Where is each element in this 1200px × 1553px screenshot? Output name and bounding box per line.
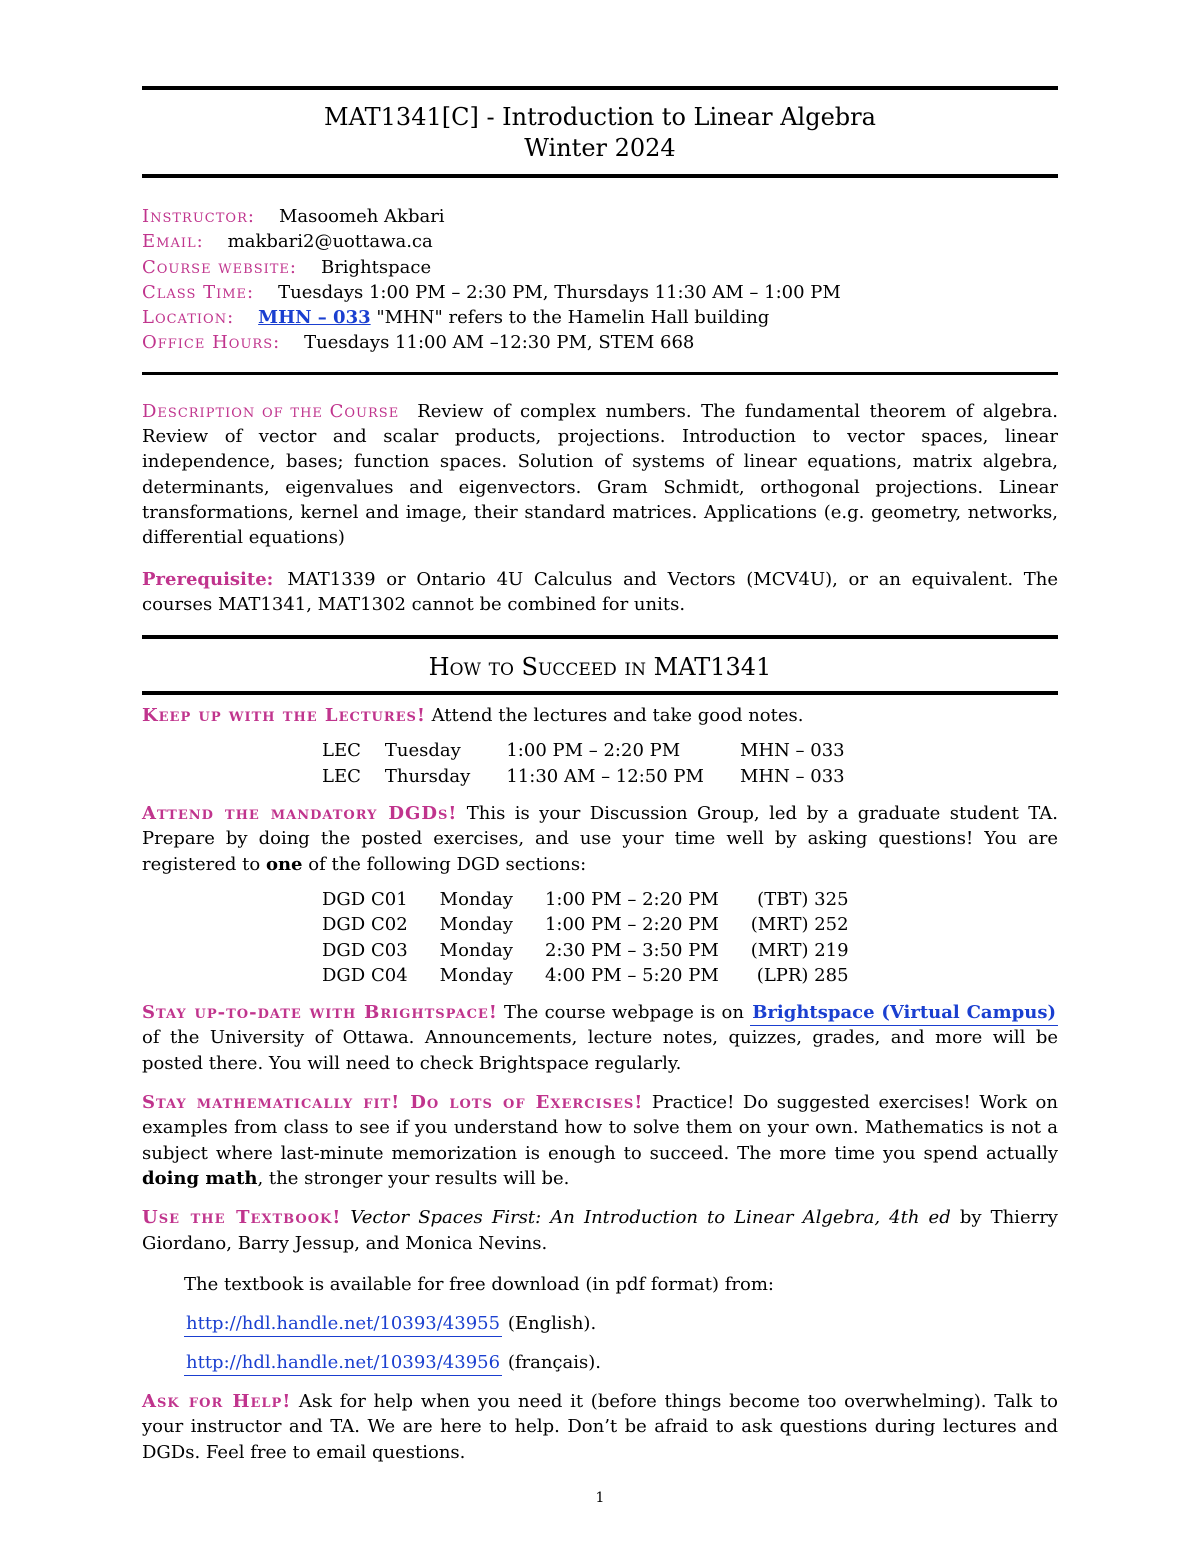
lec-time: 11:30 AM – 12:50 PM bbox=[506, 765, 704, 787]
table-row bbox=[310, 963, 861, 988]
class-time-label: Class Time: bbox=[142, 281, 255, 303]
dgd-time: 2:30 PM – 3:50 PM bbox=[544, 939, 719, 961]
brightspace-text-before: The course webpage is on bbox=[504, 1002, 744, 1024]
lec-day: Tuesday bbox=[384, 740, 461, 762]
lec-time: 1:00 PM – 2:20 PM bbox=[506, 740, 681, 762]
course-description bbox=[142, 399, 1058, 551]
dgd-time: 4:00 PM – 5:20 PM bbox=[544, 964, 719, 986]
textbook-label: Use the Textbook! bbox=[142, 1207, 342, 1229]
how-title-prefix: How to Succeed in bbox=[428, 653, 646, 682]
prerequisite-label: Prerequisite: bbox=[142, 568, 274, 590]
website-label: Course website: bbox=[142, 256, 297, 278]
table-row bbox=[310, 938, 861, 963]
title-bottom-rule bbox=[142, 174, 1058, 178]
help-tip bbox=[142, 1389, 1058, 1465]
textbook-authors: by Thierry Giordano, Barry Jessup, and Monica Nevins. bbox=[142, 1207, 1058, 1254]
exercises-text-after: , the stronger your results will be. bbox=[257, 1167, 570, 1189]
textbook-tip bbox=[142, 1205, 1058, 1256]
office-hours-row bbox=[142, 330, 1058, 355]
exercises-text-bold: doing math bbox=[142, 1167, 258, 1189]
dgd-room: (TBT) 325 bbox=[757, 888, 849, 910]
office-hours-label: Office Hours: bbox=[142, 332, 281, 354]
class-time-value: Tuesdays 1:00 PM – 2:30 PM, Thursdays 11:30 AM – 1:00 PM bbox=[278, 281, 841, 303]
email-value: makbari2@uottawa.ca bbox=[227, 231, 433, 253]
lectures-text: Attend the lectures and take good notes. bbox=[431, 705, 804, 727]
instructor-label: Instructor: bbox=[142, 206, 255, 227]
dgd-time: 1:00 PM – 2:20 PM bbox=[544, 888, 719, 910]
table-row bbox=[310, 912, 861, 937]
dgd-text-before: This is your Discussion Group, led by a graduate student TA. Prepare by doing the posted exercises, and use your time well by asking questions! You are registered to bbox=[142, 803, 1058, 875]
how-bottom-rule bbox=[142, 691, 1058, 695]
lectures-label: Keep up with the Lectures! bbox=[142, 705, 426, 727]
textbook-url-english-note: (English). bbox=[507, 1313, 597, 1335]
lec-type: LEC bbox=[322, 765, 361, 787]
lec-type: LEC bbox=[322, 740, 361, 762]
title-line-1: MAT1341[C] - Introduction to Linear Algebra bbox=[324, 103, 876, 131]
exercises-tip bbox=[142, 1090, 1058, 1191]
brightspace-link[interactable]: Brightspace (Virtual Campus) bbox=[750, 1002, 1058, 1026]
lec-room: MHN – 033 bbox=[739, 740, 845, 762]
course-info bbox=[142, 204, 1058, 356]
instructor-value: Masoomeh Akbari bbox=[278, 206, 445, 227]
dgd-text-bold: one bbox=[265, 853, 303, 875]
brightspace-text-after: of the University of Ottawa. Announcements, lecture notes, quizzes, grades, and more will be posted there. You will need to check Brightspace regularly. bbox=[142, 1027, 1058, 1074]
dgd-section: DGD C01 bbox=[322, 888, 408, 910]
title-line-2: Winter 2024 bbox=[524, 134, 676, 162]
dgd-schedule bbox=[310, 887, 861, 988]
dgd-day: Monday bbox=[439, 914, 513, 936]
instructor-row bbox=[142, 204, 1058, 229]
prerequisite-text: MAT1339 or Ontario 4U Calculus and Vectors (MCV4U), or an equivalent. The courses MAT1341, MAT1302 cannot be combined for units. bbox=[142, 568, 1058, 615]
help-label: Ask for Help! bbox=[142, 1391, 292, 1413]
location-label: Location: bbox=[142, 307, 235, 329]
how-title-course: MAT1341 bbox=[653, 653, 772, 682]
how-top-rule bbox=[142, 635, 1058, 639]
page-content bbox=[142, 86, 1058, 1465]
lec-room: MHN – 033 bbox=[739, 765, 845, 787]
table-row bbox=[310, 738, 857, 763]
dgd-time: 1:00 PM – 2:20 PM bbox=[544, 914, 719, 936]
table-row bbox=[310, 764, 857, 789]
brightspace-label: Stay up-to-date with Brightspace! bbox=[142, 1002, 498, 1024]
info-bottom-rule bbox=[142, 372, 1058, 375]
dgd-room: (MRT) 252 bbox=[750, 914, 849, 936]
website-value: Brightspace bbox=[320, 256, 432, 278]
lectures-tip bbox=[142, 703, 1058, 728]
textbook-url-english[interactable]: http://hdl.handle.net/10393/43955 bbox=[184, 1313, 502, 1337]
email-row bbox=[142, 229, 1058, 254]
brightspace-tip bbox=[142, 1000, 1058, 1076]
class-time-row bbox=[142, 280, 1058, 305]
textbook-url-french[interactable]: http://hdl.handle.net/10393/43956 bbox=[184, 1352, 502, 1376]
dgd-day: Monday bbox=[439, 964, 513, 986]
how-to-succeed-title bbox=[142, 653, 1058, 681]
dgd-room: (LPR) 285 bbox=[756, 964, 849, 986]
dgd-section: DGD C03 bbox=[322, 939, 408, 961]
dgd-room: (MRT) 219 bbox=[750, 939, 849, 961]
exercises-label: Stay mathematically fit! Do lots of Exercises! bbox=[142, 1092, 644, 1114]
description-text: Review of complex numbers. The fundamental theorem of algebra. Review of vector and scalar products, projections. Introduction to vector spaces, linear independence, bases; function spaces. Solution of systems of linear equations, matrix algebra, determinants, eigenvalues and eigenvectors. Gram Schmidt, orthogonal projections. Linear transformations, kernel and image, their standard matrices. Applications (e.g. geometry, networks, differential equations) bbox=[142, 400, 1058, 549]
dgd-label: Attend the mandatory DGDs! bbox=[142, 803, 458, 825]
dgd-tip bbox=[142, 801, 1058, 877]
dgd-text-after: of the following DGD sections: bbox=[308, 853, 587, 875]
dgd-day: Monday bbox=[439, 888, 513, 910]
course-title bbox=[142, 90, 1058, 174]
location-link[interactable]: MHN – 033 bbox=[258, 307, 371, 329]
dgd-day: Monday bbox=[439, 939, 513, 961]
location-note: "MHN" refers to the Hamelin Hall building bbox=[376, 307, 770, 329]
textbook-url-english-row bbox=[142, 1311, 1058, 1336]
website-row bbox=[142, 255, 1058, 280]
textbook-url-french-note: (français). bbox=[507, 1352, 601, 1374]
description-label: Description of the Course bbox=[142, 400, 400, 422]
prerequisite bbox=[142, 567, 1058, 618]
textbook-url-french-row bbox=[142, 1350, 1058, 1375]
textbook-title: Vector Spaces First: An Introduction to Linear Algebra, 4th ed bbox=[350, 1207, 951, 1229]
page-number: 1 bbox=[595, 1490, 605, 1506]
dgd-section: DGD C04 bbox=[322, 964, 408, 986]
exercises-text-before: Practice! Do suggested exercises! Work on examples from class to see if you understand how to solve them on your own. Mathematics is not a subject where last-minute memorization is enough to succeed. The more time you spend actually bbox=[142, 1092, 1058, 1164]
email-label: Email: bbox=[142, 231, 204, 253]
textbook-download-text: The textbook is available for free download (in pdf format) from: bbox=[184, 1273, 775, 1295]
lec-day: Thursday bbox=[384, 765, 471, 787]
help-text: Ask for help when you need it (before things become too overwhelming). Talk to your instructor and TA. We are here to help. Don’t be afraid to ask questions during lectures and DGDs. Feel free to email questions. bbox=[142, 1391, 1058, 1463]
office-hours-value: Tuesdays 11:00 AM –12:30 PM, STEM 668 bbox=[304, 332, 695, 354]
dgd-section: DGD C02 bbox=[322, 914, 408, 936]
table-row bbox=[310, 887, 861, 912]
location-row bbox=[142, 305, 1058, 330]
lecture-schedule bbox=[310, 738, 857, 789]
